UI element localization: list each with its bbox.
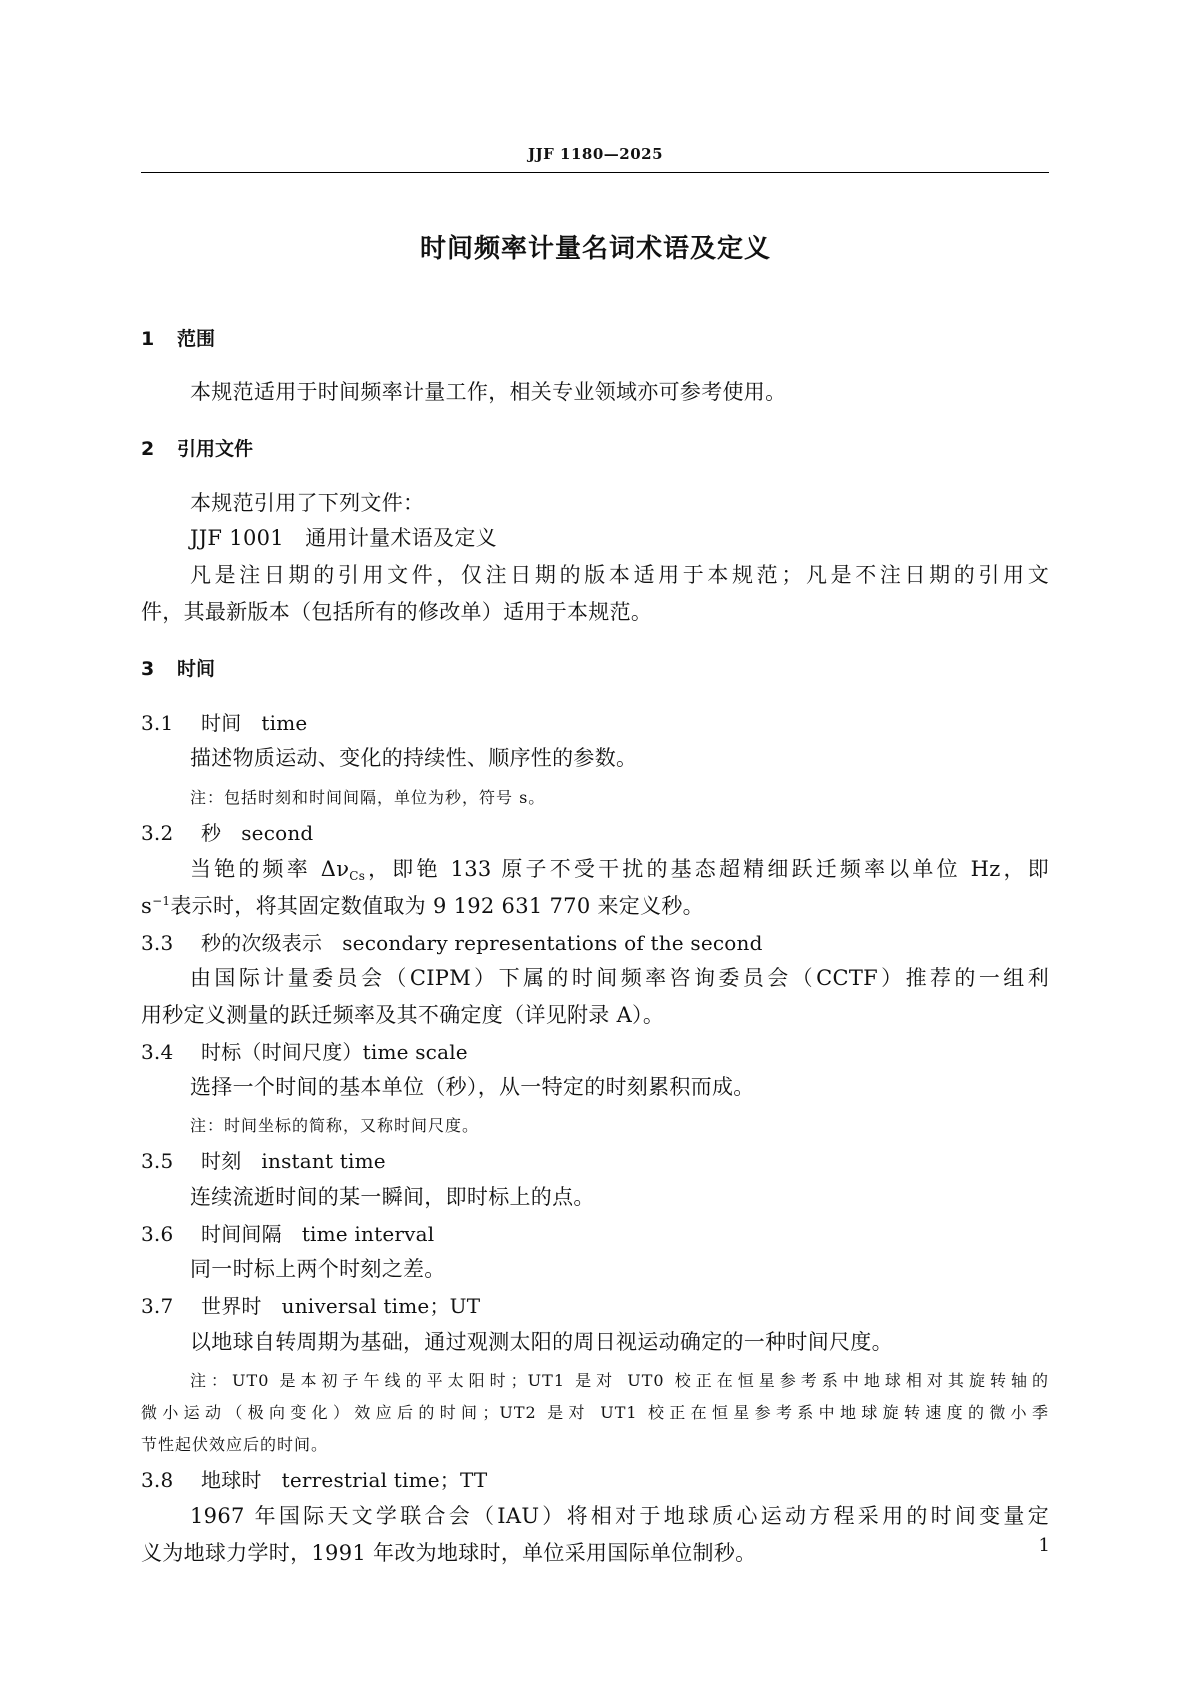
term-3-4-definition: 选择一个时间的基本单位（秒），从一特定的时刻累积而成。 <box>190 1075 755 1099</box>
term-3-7-note-line-3: 节性起伏效应后的时间。 <box>141 1435 329 1454</box>
section-heading-1: 1 范围 <box>141 328 216 350</box>
section-heading-2: 2 引用文件 <box>141 438 254 460</box>
term-3-1: 3.1 时间 time <box>141 711 308 735</box>
term-3-4: 3.4 时标（时间尺度）time scale <box>141 1040 468 1064</box>
term-3-7: 3.7 世界时 universal time；UT <box>141 1294 481 1318</box>
term-3-3: 3.3 秒的次级表示 secondary representations of the second <box>141 931 763 955</box>
term-3-1-note: 注：包括时刻和时间间隔，单位为秒，符号 s。 <box>190 788 546 807</box>
document-code-header: JJF 1180—2025 <box>527 145 664 163</box>
term-3-2-definition-line-1: 当铯的频率 $\Delta\nu_{Cs}$，即铯 133 原子不受干扰的基态超精细跃迁频率以单位 Hz，即 <box>190 857 1049 883</box>
section-2-intro: 本规范引用了下列文件： <box>190 491 425 515</box>
term-3-7-note-line-2: 微小运动（极向变化）效应后的时间；UT2 是对 UT1 校正在恒星参考系中地球旋转速度的微小季 <box>141 1403 1049 1422</box>
term-3-6-definition: 同一时标上两个时刻之差。 <box>190 1257 446 1281</box>
reference-item: JJF 1001 通用计量术语及定义 <box>190 526 497 550</box>
term-3-1-definition: 描述物质运动、变化的持续性、顺序性的参数。 <box>190 746 638 770</box>
term-3-6: 3.6 时间间隔 time interval <box>141 1222 435 1246</box>
term-3-4-note: 注：时间坐标的简称，又称时间尺度。 <box>190 1116 480 1135</box>
term-3-2: 3.2 秒 second <box>141 821 314 845</box>
term-3-5-definition: 连续流逝时间的某一瞬间，即时标上的点。 <box>190 1185 595 1209</box>
term-3-3-definition-line-1: 由国际计量委员会（CIPM）下属的时间频率咨询委员会（CCTF）推荐的一组利 <box>190 966 1049 990</box>
term-3-2-definition-line-2: $s^{-1}$表示时，将其固定数值取为 9 192 631 770 来定义秒。 <box>141 894 704 918</box>
page-number: 1 <box>1038 1535 1050 1556</box>
term-3-7-definition: 以地球自转周期为基础，通过观测太阳的周日视运动确定的一种时间尺度。 <box>190 1330 893 1354</box>
header-rule <box>141 172 1049 173</box>
term-3-3-definition-line-2: 用秒定义测量的跃迁频率及其不确定度（详见附录 A）。 <box>141 1003 665 1027</box>
section-heading-3: 3 时间 <box>141 658 216 680</box>
term-3-8-definition-line-1: 1967 年国际天文学联合会（IAU）将相对于地球质心运动方程采用的时间变量定 <box>190 1504 1049 1528</box>
term-3-7-note-line-1: 注：UT0 是本初子午线的平太阳时；UT1 是对 UT0 校正在恒星参考系中地球相对其旋转轴的 <box>190 1371 1049 1390</box>
term-3-8-definition-line-2: 义为地球力学时，1991 年改为地球时，单位采用国际单位制秒。 <box>141 1541 757 1565</box>
page-title: 时间频率计量名词术语及定义 <box>419 234 771 264</box>
term-3-5: 3.5 时刻 instant time <box>141 1149 386 1173</box>
section-1-text: 本规范适用于时间频率计量工作，相关专业领域亦可参考使用。 <box>190 380 787 404</box>
section-2-paragraph-line-1: 凡是注日期的引用文件，仅注日期的版本适用于本规范；凡是不注日期的引用文 <box>190 563 1049 587</box>
section-2-paragraph-line-2: 件，其最新版本（包括所有的修改单）适用于本规范。 <box>141 600 653 624</box>
term-3-8: 3.8 地球时 terrestrial time；TT <box>141 1468 488 1492</box>
